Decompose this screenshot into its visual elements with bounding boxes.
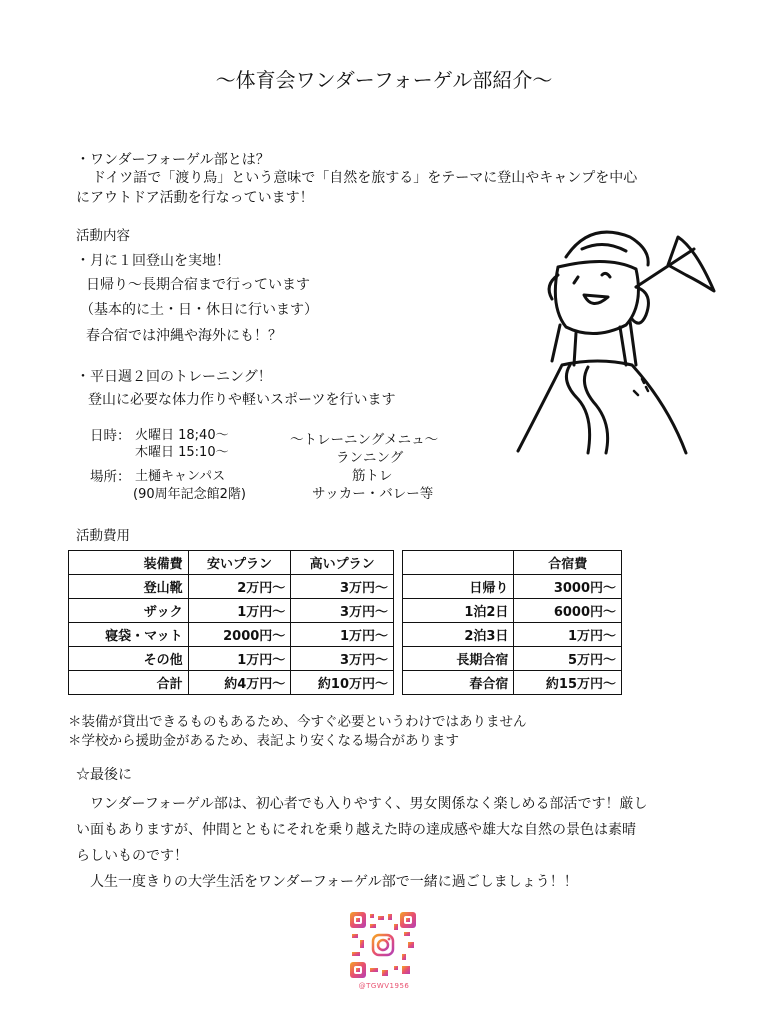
costs-heading: 活動費用 [76,528,130,544]
training-line: 登山に必要な体力作りや軽いスポーツを行います [88,392,396,408]
table-header: 高いプラン [291,551,394,575]
table-header-row [403,551,622,575]
table-cell: 3000円〜 [514,575,622,599]
table-header-row [69,551,394,575]
table-row [403,647,622,671]
page-title: 〜体育会ワンダーフォーゲル部紹介〜 [215,68,553,92]
monthly-line-2: （基本的に土・日・休日に行います） [80,302,318,318]
closing-line-4: 人生一度きりの大学生活をワンダーフォーゲル部で一緒に過ごしましょう！！ [90,874,578,890]
table-cell: 約10万円〜 [291,671,394,695]
table-header: 合宿費 [514,551,622,575]
training-heading: ・平日週２回のトレーニング！ [76,369,272,385]
table-cell: 寝袋・マット [69,623,189,647]
table-cell: 1万円〜 [514,623,622,647]
closing-line-1: ワンダーフォーゲル部は、初心者でも入りやすく、男女関係なく楽しめる部活です！厳し [90,796,648,812]
table-row [69,647,394,671]
table-row [69,623,394,647]
table-header: 安いプラン [188,551,291,575]
table-cell: 1万円〜 [188,599,291,623]
table-cell: 1万円〜 [188,647,291,671]
table-row [403,575,622,599]
table-cell: 登山靴 [69,575,189,599]
monthly-heading: ・月に１回登山を実地！ [76,253,230,269]
table-header: 装備費 [69,551,189,575]
table-row [403,599,622,623]
instagram-handle[interactable]: @TGWV1956 [358,982,410,990]
table-cell: その他 [69,647,189,671]
intro-line-1: ドイツ語で「渡り鳥」という意味で「自然を旅する」をテーマに登山やキャンプを中心 [92,170,638,186]
table-header [403,551,514,575]
table-cell: 約4万円〜 [188,671,291,695]
table-cell: 春合宿 [403,671,514,695]
table-cell: 1泊2日 [403,599,514,623]
place-detail: (90周年記念館2階) [133,487,246,502]
place-value: 土樋キャンパス [135,469,226,484]
datetime-label: 日時： [90,428,131,444]
table-cell: 合計 [69,671,189,695]
hiker-figure [549,232,648,365]
table-cell: 6000円〜 [514,599,622,623]
table-cell: 3万円〜 [291,575,394,599]
table-cell: ザック [69,599,189,623]
intro-heading: ・ワンダーフォーゲル部とは？ [76,152,270,168]
activity-heading: 活動内容 [76,228,130,244]
closing-line-2: い面もありますが、仲間とともにそれを乗り越えた時の達成感や雄大な自然の景色は素晴 [76,822,636,838]
menu-item-sports: サッカー・バレー等 [312,486,434,502]
monthly-line-1: 日帰り〜長期合宿まで行っています [86,277,310,293]
menu-heading: 〜トレーニングメニュ〜 [290,432,439,448]
hiker-illustration [508,215,718,455]
instagram-qr-code[interactable] [350,912,416,978]
cost-note-2: ＊学校から援助金があるため、表記より安くなる場合があります [68,733,459,749]
place-label: 場所： [90,469,131,485]
table-row [69,671,394,695]
table-row [69,599,394,623]
table-row [69,575,394,599]
camp-cost-table [402,550,622,695]
table-row [403,671,622,695]
table-cell: 2万円〜 [188,575,291,599]
table-cell: 5万円〜 [514,647,622,671]
table-cell: 長期合宿 [403,647,514,671]
schedule-day-2: 木曜日 15:10〜 [135,445,229,460]
closing-heading: ☆最後に [76,767,132,783]
intro-line-2: にアウトドア活動を行なっています！ [76,190,314,206]
table-row [403,623,622,647]
schedule-day-1: 火曜日 18;40〜 [135,428,229,443]
mountain [518,361,686,453]
equipment-cost-table [68,550,394,695]
table-cell: 3万円〜 [291,647,394,671]
menu-item-strength: 筋トレ [352,468,393,484]
closing-line-3: らしいものです！ [76,848,188,864]
instagram-icon [373,935,393,955]
table-cell: 1万円〜 [291,623,394,647]
table-cell: 日帰り [403,575,514,599]
table-cell: 2000円〜 [188,623,291,647]
cost-note-1: ＊装備が貸出できるものもあるため、今すぐ必要というわけではありません [68,714,527,730]
monthly-line-3: 春合宿では沖縄や海外にも！？ [86,328,282,344]
table-cell: 2泊3日 [403,623,514,647]
table-cell: 3万円〜 [291,599,394,623]
table-cell: 約15万円〜 [514,671,622,695]
